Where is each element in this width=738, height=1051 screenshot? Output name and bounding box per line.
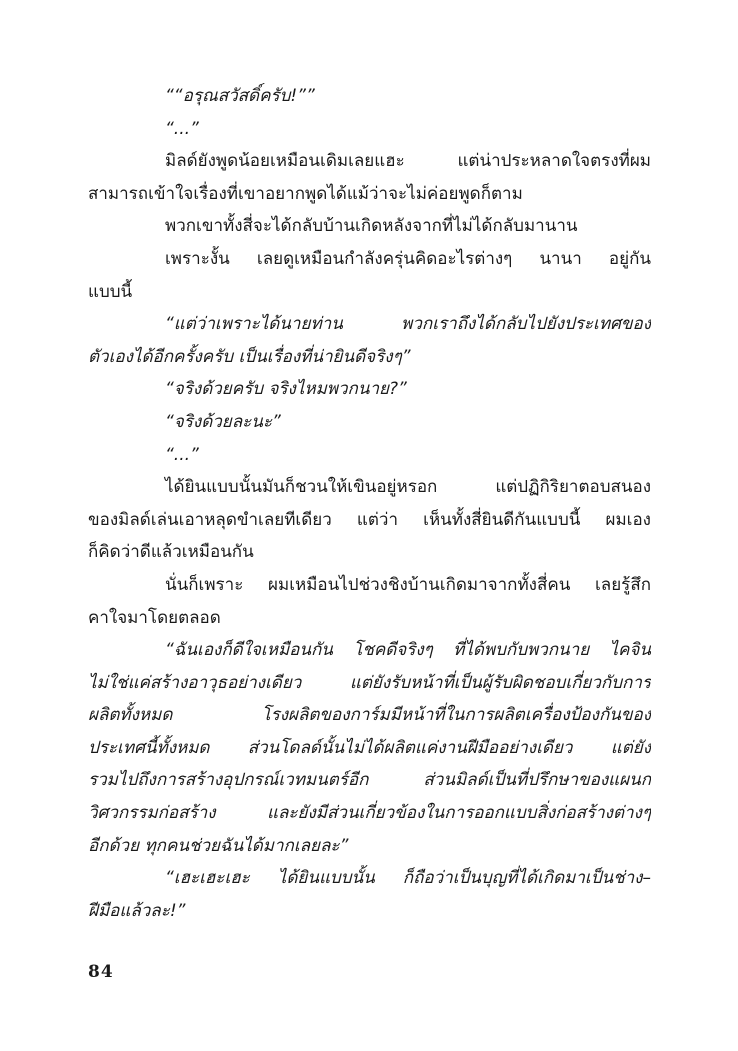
page-body [88, 80, 651, 927]
dialogue-line: อีกด้วย ทุกคนช่วยฉันได้มากเลยละ” [88, 835, 349, 856]
dialogue-line: ประเทศนี้ทั้งหมด ส่วนโดลด์นั้นไม่ได้ผลิตแค่งานฝีมืออย่างเดียว แต่ยัง [88, 737, 651, 758]
dialogue-line: ““อรุณสวัสดิ์ครับ!”” [165, 86, 315, 106]
dialogue-line: ไม่ใช่แค่สร้างอาวุธอย่างเดียว แต่ยังรับหน้าที่เป็นผู้รับผิดชอบเกี่ยวกับการ [88, 672, 651, 693]
paragraph-line: นั่นก็เพราะ ผมเหมือนไปช่วงชิงบ้านเกิดมาจากทั้งสี่คน เลยรู้สึก [165, 574, 651, 595]
dialogue-line: “จริงด้วยละนะ” [165, 411, 281, 432]
page-number: 84 [88, 962, 114, 982]
dialogue-line: “แต่ว่าเพราะได้นายท่าน พวกเราถึงได้กลับไปยังประเทศของ [165, 314, 651, 335]
dialogue-line: “...” [165, 118, 199, 139]
paragraph-line: มิลด์ยังพูดน้อยเหมือนเดิมเลยแฮะ แต่น่าประหลาดใจตรงที่ผม [165, 151, 651, 172]
dialogue-line: “จริงด้วยครับ จริงไหมพวกนาย?” [165, 379, 407, 400]
dialogue-line: ผลิตทั้งหมด โรงผลิตของการ์มมีหน้าที่ในการผลิตเครื่องป้องกันของ [88, 705, 651, 726]
dialogue-line: “เฮะเฮะเฮะ ได้ยินแบบนั้น ก็ถือว่าเป็นบุญที่ได้เกิดมาเป็นช่าง– [165, 868, 651, 889]
dialogue-line: ฝีมือแล้วละ!” [88, 900, 186, 921]
paragraph-line: คาใจมาโดยตลอด [88, 607, 221, 628]
dialogue-line: ตัวเองได้อีกครั้งครับ เป็นเรื่องที่น่ายินดีจริงๆ” [88, 346, 411, 367]
paragraph-line: พวกเขาทั้งสี่จะได้กลับบ้านเกิดหลังจากที่ไม่ได้กลับมานาน [165, 216, 578, 237]
dialogue-line: รวมไปถึงการสร้างอุปกรณ์เวทมนตร์อีก ส่วนมิลด์เป็นที่ปรึกษาของแผนก [88, 770, 651, 791]
paragraph-line: ได้ยินแบบนั้นมันก็ชวนให้เขินอยู่หรอก แต่ปฏิกิริยาตอบสนอง [165, 477, 651, 498]
dialogue-line: วิศวกรรมก่อสร้าง และยังมีส่วนเกี่ยวข้องในการออกแบบสิ่งก่อสร้างต่างๆ [88, 803, 651, 824]
paragraph-line: ก็คิดว่าดีแล้วเหมือนกัน [88, 542, 254, 563]
paragraph-line: ของมิลด์เล่นเอาหลุดขำเลยทีเดียว แต่ว่า เห็นทั้งสี่ยินดีกันแบบนี้ ผมเอง [88, 509, 651, 530]
paragraph-line: แบบนี้ [88, 281, 133, 302]
paragraph-line: สามารถเข้าใจเรื่องที่เขาอยากพูดได้แม้ว่าจะไม่ค่อยพูดก็ตาม [88, 183, 523, 204]
paragraph-line: เพราะงั้น เลยดูเหมือนกำลังครุ่นคิดอะไรต่างๆ นานา อยู่กัน [165, 248, 651, 269]
dialogue-line: “ฉันเองก็ดีใจเหมือนกัน โชคดีจริงๆ ที่ได้พบกับพวกนาย ไคจิน [165, 640, 651, 661]
dialogue-line: “...” [165, 444, 199, 465]
